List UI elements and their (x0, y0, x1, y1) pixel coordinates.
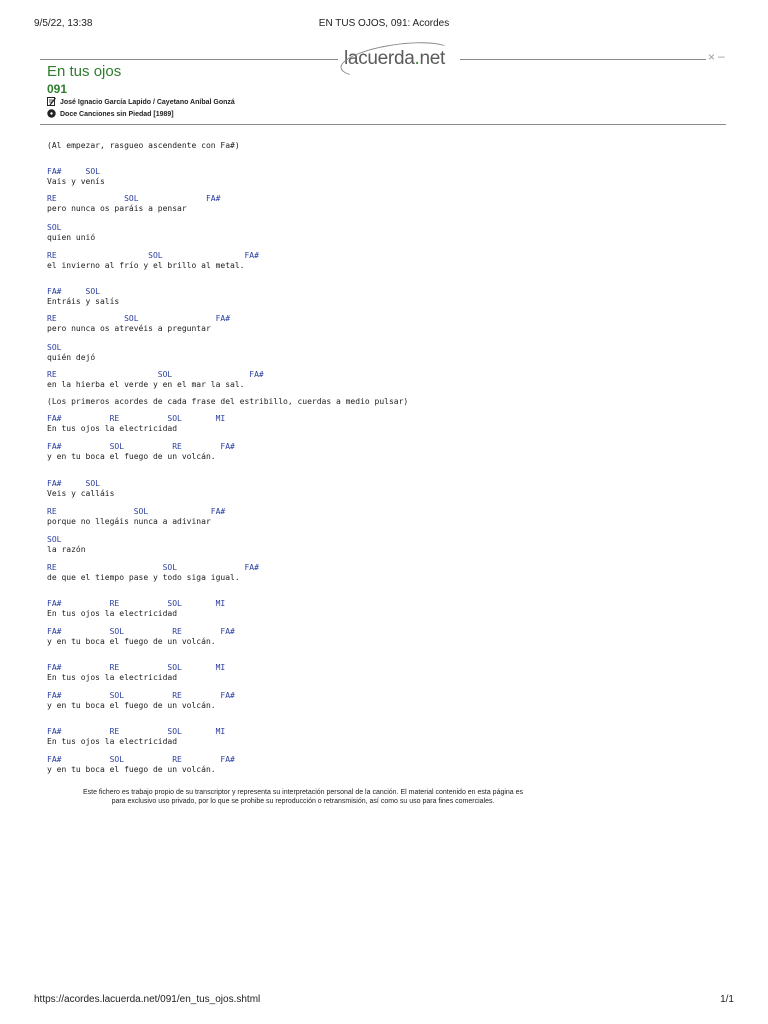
print-header (34, 18, 734, 32)
header-divider-right (460, 59, 706, 60)
chord-line: FA# SOL RE FA# (47, 627, 235, 636)
lyric-line: En tus ojos la electricidad (47, 737, 178, 746)
song-title: En tus ojos (47, 63, 122, 80)
print-document-title: EN TUS OJOS, 091: Acordes (318, 18, 450, 29)
lyric-line: Entráis y salís (47, 297, 120, 306)
chord-line: FA# SOL (47, 287, 100, 296)
disclaimer-line-1: Este fichero es trabajo propio de su transcriptor y representa su interpretación personal de la canción. El material contenido en esta página es (82, 789, 524, 796)
authors-text: José Ignacio García Lapido / Cayetano Aníbal Gonzá (60, 99, 235, 106)
lyric-line: pero nunca os paráis a pensar (47, 204, 187, 213)
lyric-line: y en tu boca el fuego de un volcán. (47, 701, 216, 710)
lyric-line: el invierno al frío y el brillo al metal. (47, 261, 245, 270)
print-url: https://acordes.lacuerda.net/091/en_tus_ojos.shtml (34, 994, 261, 1005)
performance-note: (Al empezar, rasgueo ascendente con Fa#) (47, 141, 240, 150)
lyric-line: en la hierba el verde y en el mar la sal. (47, 380, 245, 389)
lyric-line: En tus ojos la electricidad (47, 673, 178, 682)
lyric-line: En tus ojos la electricidad (47, 609, 178, 618)
lyric-line: y en tu boca el fuego de un volcán. (47, 765, 216, 774)
minimize-icon[interactable]: – (718, 49, 725, 63)
logo-main-text: lacuerda (344, 48, 415, 69)
album-row (47, 109, 727, 120)
chord-line: SOL (47, 343, 62, 352)
lyric-line: En tus ojos la electricidad (47, 424, 178, 433)
print-date: 9/5/22, 13:38 (34, 18, 93, 29)
performance-note: (Los primeros acordes de cada frase del estribillo, cuerdas a medio pulsar) (47, 397, 409, 406)
header-rule (40, 124, 726, 125)
lyric-line: Veis y calláis (47, 489, 115, 498)
authors-row (47, 97, 727, 108)
album-text: Doce Canciones sin Piedad [1989] (60, 111, 174, 118)
page-count: 1/1 (720, 994, 734, 1005)
chord-line: RE SOL FA# (47, 370, 264, 379)
logo-tld: net (419, 48, 445, 69)
chord-line: RE SOL FA# (47, 194, 221, 203)
lyric-line: quién dejó (47, 353, 96, 362)
chord-line: FA# SOL RE FA# (47, 442, 235, 451)
song-header (47, 62, 727, 120)
chord-line: RE SOL FA# (47, 314, 231, 323)
disclaimer (40, 788, 566, 806)
print-footer (34, 994, 734, 1008)
chord-line: RE SOL FA# (47, 251, 259, 260)
lyric-line: Vais y venís (47, 177, 105, 186)
lyric-line: porque no llegáis nunca a adivinar (47, 517, 211, 526)
chord-line: FA# SOL (47, 167, 100, 176)
chord-line: FA# SOL (47, 479, 100, 488)
logo-dot: . (414, 48, 420, 69)
disc-icon (47, 109, 56, 118)
chord-line: FA# SOL RE FA# (47, 691, 235, 700)
lyric-line: de que el tiempo pase y todo siga igual. (47, 573, 240, 582)
pen-paper-icon (47, 97, 56, 106)
lyric-line: pero nunca os atrevéis a preguntar (47, 324, 211, 333)
chord-line: FA# RE SOL MI (47, 663, 226, 672)
chord-line: SOL (47, 223, 62, 232)
chord-line: SOL (47, 535, 62, 544)
chord-line: RE SOL FA# (47, 507, 226, 516)
chord-line: FA# SOL RE FA# (47, 755, 235, 764)
lyric-line: y en tu boca el fuego de un volcán. (47, 452, 216, 461)
chord-line: FA# RE SOL MI (47, 414, 226, 423)
lyric-line: quien unió (47, 233, 96, 242)
chord-line: FA# RE SOL MI (47, 727, 226, 736)
header-divider-left (40, 59, 338, 60)
lyric-line: la razón (47, 545, 86, 554)
lyric-line: y en tu boca el fuego de un volcán. (47, 637, 216, 646)
close-icon[interactable]: × (708, 50, 716, 64)
artist-name[interactable]: 091 (47, 82, 68, 96)
chord-line: FA# RE SOL MI (47, 599, 226, 608)
chord-line: RE SOL FA# (47, 563, 259, 572)
disclaimer-line-2: para exclusivo uso privado, por lo que se prohibe su reproducción o retransmisión, así como su uso para fines comerciales. (111, 798, 495, 805)
